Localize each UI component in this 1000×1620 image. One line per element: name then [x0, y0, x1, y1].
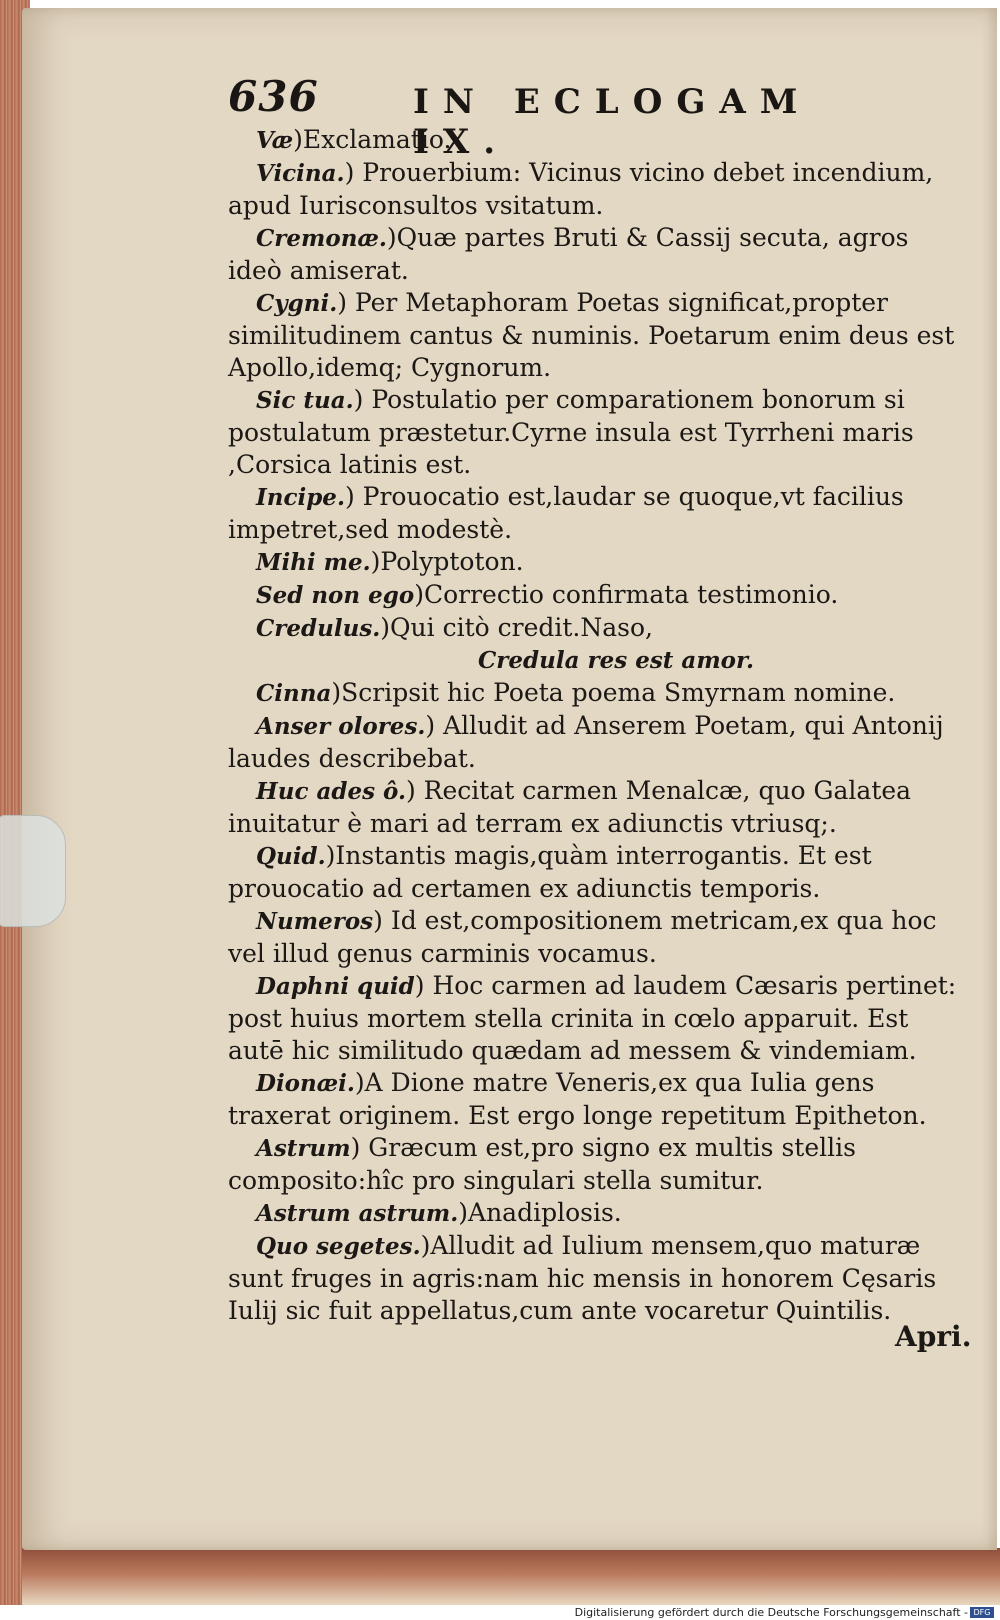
entry-text: )Alludit ad Iulium mensem,quo maturæ sunt fruges in agris:nam hic mensis in honorem Cęsaris Iulij sic fuit appellatus,cum ante vocaretur Quintilis. — [228, 1231, 937, 1325]
commentary-entry — [228, 579, 968, 612]
entry-text: ) Hoc carmen ad laudem Cæsaris pertinet: post huius mortem stella crinita in cœlo apparuit. Est autē hic similitudo quædam ad messem & vindemiam. — [228, 971, 957, 1065]
entry-lemma: Credulus. — [256, 615, 381, 642]
entry-lemma: Vicina. — [256, 160, 345, 187]
commentary-entry — [228, 905, 968, 970]
entry-text: )Quæ partes Bruti & Cassij secuta, agros ideò amiserat. — [228, 223, 909, 285]
funding-credit: Digitalisierung gefördert durch die Deutsche Forschungsgemeinschaft - — [574, 1606, 968, 1619]
commentary-entry — [228, 1132, 968, 1197]
entry-lemma: Sed non ego — [256, 582, 415, 609]
commentary-entry — [228, 222, 968, 287]
running-title: IN ECLOGAM IX. — [413, 82, 812, 162]
entry-lemma: Huc ades ô. — [256, 778, 406, 805]
entry-text: )A Dione matre Veneris,ex qua Iulia gens traxerat originem. Est ergo longe repetitum Epitheton. — [228, 1068, 927, 1130]
commentary-entry — [228, 481, 968, 546]
footer-bar — [0, 1605, 1000, 1620]
page-number: 636 — [228, 72, 319, 121]
entry-lemma: Cinna — [256, 680, 332, 707]
page-clip — [0, 815, 66, 927]
commentary-entry — [228, 612, 968, 645]
entry-lemma: Quo segetes. — [256, 1233, 421, 1260]
entry-text: ) Prouerbium: Vicinus vicino debet incendium, apud Iurisconsultos vsitatum. — [228, 158, 934, 220]
entry-lemma: Sic tua. — [256, 387, 354, 414]
entry-quote: Credula res est amor. — [478, 647, 755, 674]
commentary-entry — [228, 157, 968, 222]
commentary-entry — [228, 710, 968, 775]
commentary-entry — [228, 287, 968, 384]
commentary-entry — [228, 840, 968, 905]
commentary-entry — [228, 970, 968, 1067]
entry-text: )Anadiplosis. — [458, 1198, 622, 1227]
book-bottom-edge — [22, 1548, 1000, 1605]
entry-text: ) Prouocatio est,laudar se quoque,vt facilius impetret,sed modestè. — [228, 482, 904, 544]
commentary-entry — [228, 124, 968, 157]
entry-text: ) Recitat carmen Menalcæ, quo Galatea inuitatur è mari ad terram ex adiunctis vtriusq;. — [228, 776, 912, 838]
commentary-entry — [228, 677, 968, 710]
entry-text: )Polyptoton. — [370, 547, 524, 576]
commentary-entry — [228, 546, 968, 579]
entry-text: ) Græcum est,pro signo ex multis stellis composito:hîc pro singulari stella sumitur. — [228, 1133, 856, 1195]
entry-text: )Scripsit hic Poeta poema Smyrnam nomine. — [331, 678, 896, 707]
entry-lemma: Incipe. — [256, 484, 345, 511]
commentary-entry — [228, 1230, 968, 1327]
entry-lemma: Dionæi. — [256, 1070, 355, 1097]
entry-lemma: Væ — [256, 127, 294, 154]
entry-text: )Exclamatio. — [293, 125, 452, 154]
entry-text: ) Id est,compositionem metricam,ex qua hoc vel illud genus carminis vocamus. — [228, 906, 937, 968]
entry-lemma: Daphni quid — [256, 973, 415, 1000]
entry-lemma: Cygni. — [256, 290, 338, 317]
commentary-entry — [228, 1197, 968, 1230]
entry-text: ) Alludit ad Anserem Poetam, qui Antonij laudes describebat. — [228, 711, 944, 773]
entry-lemma: Quid. — [256, 843, 326, 870]
entry-lemma: Astrum — [256, 1135, 351, 1162]
entry-lemma: Numeros — [256, 908, 374, 935]
entry-lemma: Anser olores. — [256, 713, 426, 740]
commentary-entry — [228, 384, 968, 481]
commentary-entry — [228, 775, 968, 840]
catchword: Apri. — [895, 1320, 972, 1353]
entry-lemma: Mihi me. — [256, 549, 371, 576]
commentary-entries — [228, 124, 968, 1327]
entry-text: )Correctio confirmata testimonio. — [414, 580, 839, 609]
dfg-logo: DFG — [970, 1607, 994, 1618]
entry-text: ) Per Metaphoram Poetas significat,propter similitudinem cantus & numinis. Poetarum enim deus est Apollo,idemq; Cygnorum. — [228, 288, 955, 382]
commentary-entry — [228, 1067, 968, 1132]
entry-text: )Qui citò credit.Naso, — [380, 613, 653, 642]
entry-text: ) Postulatio per comparationem bonorum si postulatum præstetur.Cyrne insula est Tyrrheni maris ,Corsica latinis est. — [228, 385, 914, 479]
entry-text: )Instantis magis,quàm interrogantis. Et est prouocatio ad certamen ex adiunctis temporis. — [228, 841, 872, 903]
entry-lemma: Astrum astrum. — [256, 1200, 459, 1227]
entry-lemma: Cremonæ. — [256, 225, 387, 252]
